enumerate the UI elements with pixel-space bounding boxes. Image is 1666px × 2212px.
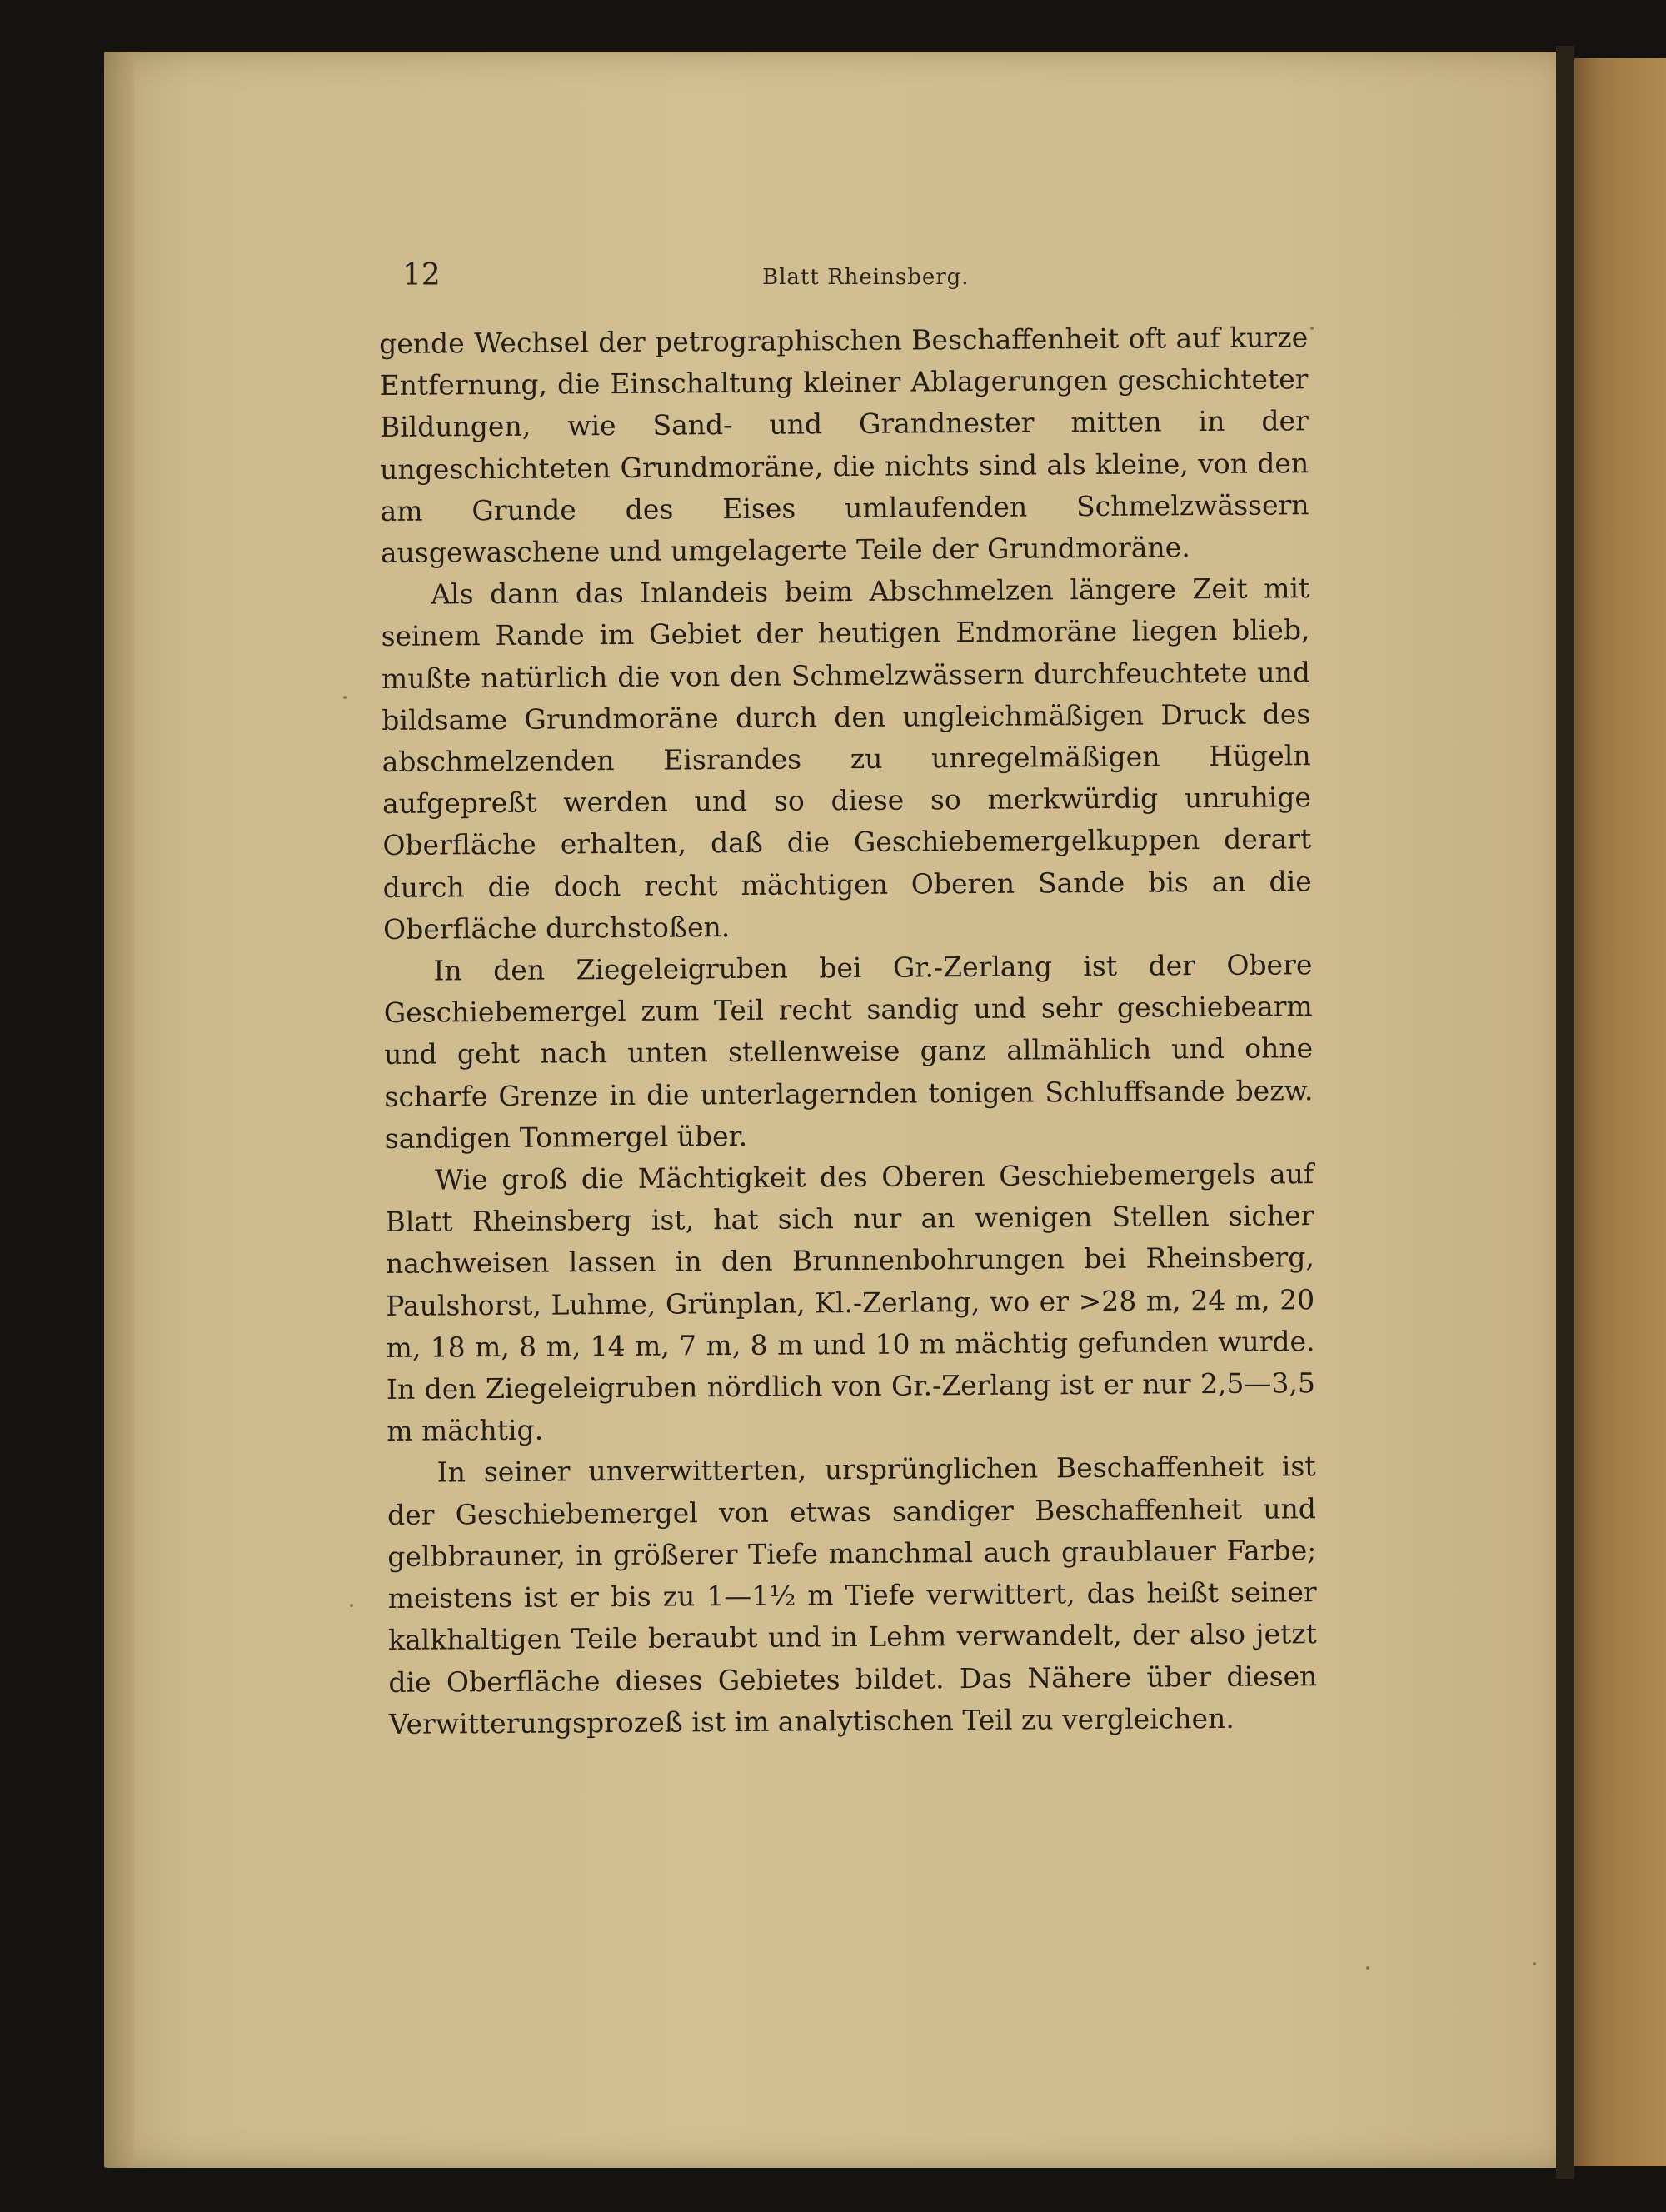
paper-speck	[1533, 1962, 1536, 1965]
running-title: Blatt Rheinsberg.	[762, 265, 970, 290]
paper-speck	[1310, 327, 1314, 330]
page-edge-shadow	[104, 52, 134, 2168]
running-head	[402, 258, 1302, 300]
paper-speck	[350, 1604, 353, 1607]
book-gutter	[1556, 46, 1574, 2179]
page-number: 12	[402, 258, 441, 292]
body-text	[379, 317, 1318, 1745]
paper-speck	[343, 696, 347, 699]
facing-page-edge	[1574, 58, 1666, 2166]
paragraph: Als dann das Inlandeis beim Abschmelzen längere Zeit mit seinem Rande im Gebiet der heutigen Endmoräne liegen blieb, mußte natürlich die von den Schmelzwässern durchfeuchtete und bildsame Grundmoräne durch den ungleichmäßigen Druck des abschmelzenden Eisrandes zu unregelmäßigen Hügeln aufgepreßt werden und so diese so merkwürdig unruhige Oberfläche erhalten, daß die Geschiebemergelkuppen derart durch die doch recht mächtigen Oberen Sande bis an die Oberfläche durchstoßen.	[381, 572, 1312, 946]
paragraph: In den Ziegeleigruben bei Gr.-Zerlang ist der Obere Geschiebemergel zum Teil recht sandig und sehr geschiebearm und geht nach unten stellenweise ganz allmählich und ohne scharfe Grenze in die unterlagernden tonigen Schluffsande bezw. sandigen Tonmergel über.	[383, 948, 1314, 1155]
paper-speck	[1366, 1966, 1369, 1970]
paragraph: In seiner unverwitterten, ursprünglichen Beschaffenheit ist der Geschiebemergel von etwas sandiger Beschaffenheit und gelbbrauner, in größerer Tiefe manchmal auch graublauer Farbe; meistens ist er bis zu 1—1½ m Tiefe verwittert, das heißt seiner kalkhaltigen Teile beraubt und in Lehm verwandelt, der also jetzt die Oberfläche dieses Gebietes bildet. Das Nähere über diesen Verwitterungsprozeß ist im analytischen Teil zu vergleichen.	[387, 1450, 1318, 1740]
paragraph: Wie groß die Mächtigkeit des Oberen Geschiebemergels auf Blatt Rheinsberg ist, hat sich nur an wenigen Stellen sicher nachweisen lassen in den Brunnenbohrungen bei Rheinsberg, Paulshorst, Luhme, Grünplan, Kl.-Zerlang, wo er >28 m, 24 m, 20 m, 18 m, 8 m, 14 m, 7 m, 8 m und 10 m mächtig gefunden wurde. In den Ziegeleigruben nördlich von Gr.-Zerlang ist er nur 2,5—3,5 m mächtig.	[385, 1157, 1316, 1448]
paragraph: gende Wechsel der petrographischen Beschaffenheit oft auf kurze Entfernung, die Einschaltung kleiner Ablagerungen geschichteter Bildungen, wie Sand- und Grandnester mitten in der ungeschichteten Grundmoräne, die nichts sind als kleine, von den am Grunde des Eises umlaufenden Schmelzwässern ausgewaschene und umgelagerte Teile der Grundmoräne.	[379, 321, 1309, 570]
